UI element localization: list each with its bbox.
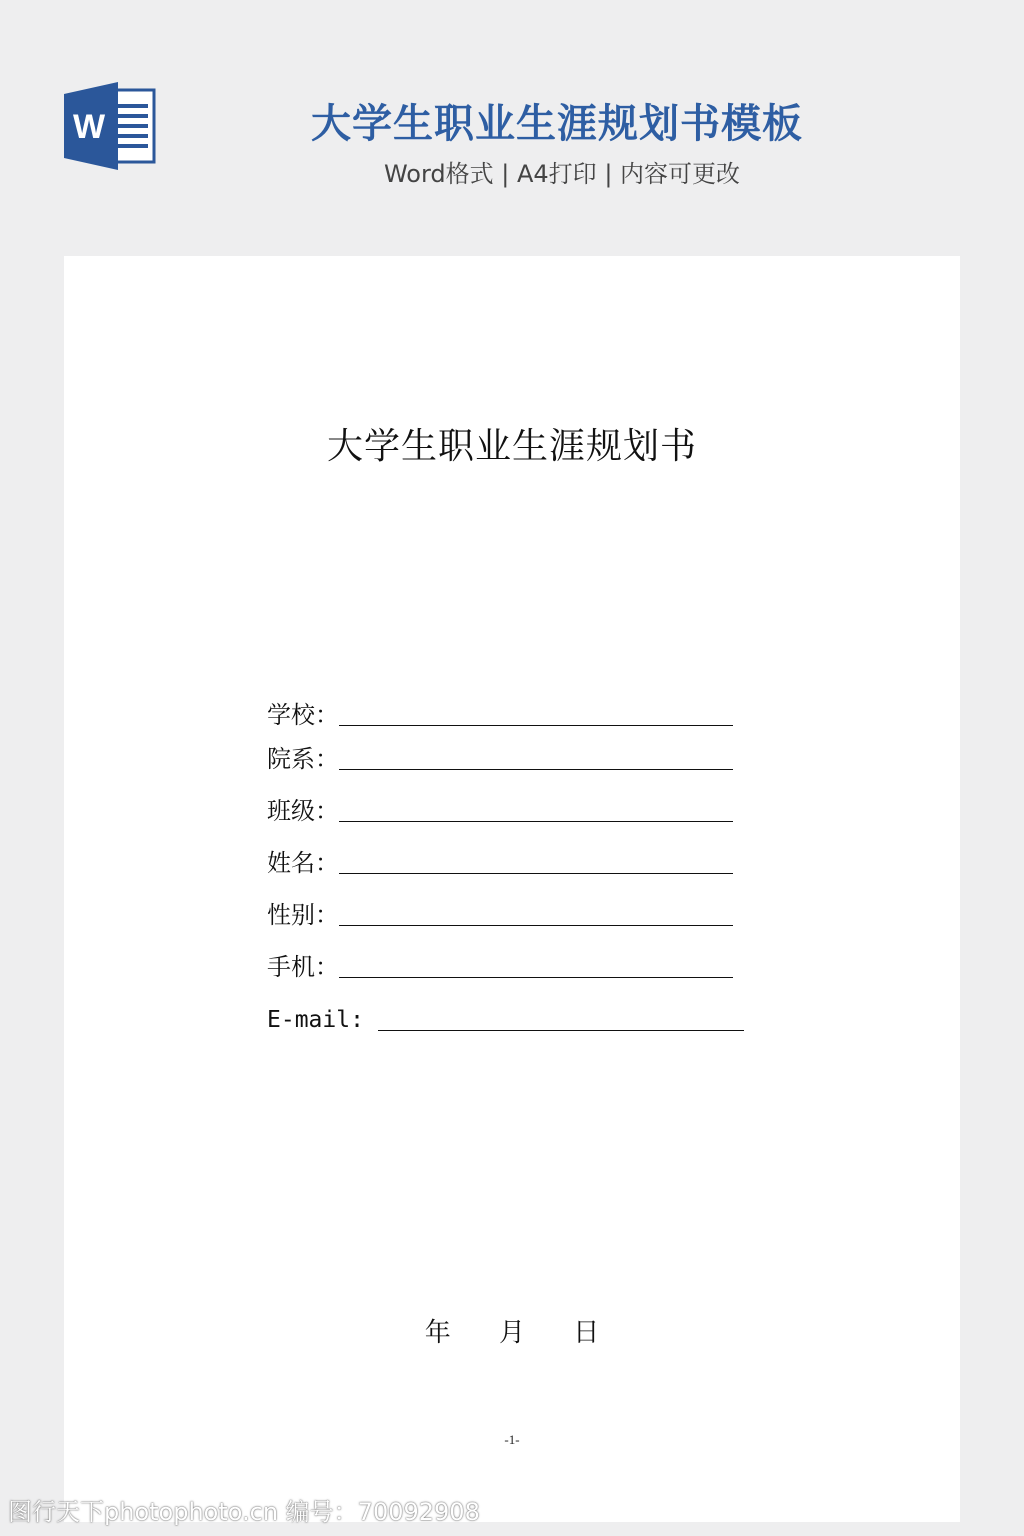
field-line-email[interactable] bbox=[378, 1030, 744, 1031]
banner-subtitle: Word格式 | A4打印 | 内容可更改 bbox=[383, 160, 741, 188]
date-year: 年 bbox=[424, 1318, 451, 1348]
field-label-gender: 性别： bbox=[267, 901, 339, 929]
watermark: 图行天下photophoto.cn 编号：70092908 bbox=[8, 1498, 480, 1526]
field-label-school: 学校： bbox=[267, 701, 339, 729]
field-email[interactable] bbox=[267, 1001, 744, 1035]
date-day: 日 bbox=[573, 1318, 600, 1348]
word-icon-letter: W bbox=[72, 108, 106, 146]
date-month: 月 bbox=[498, 1318, 525, 1348]
field-label-phone: 手机： bbox=[267, 953, 339, 981]
field-line-school[interactable] bbox=[339, 725, 733, 726]
field-label-email: E-mail: bbox=[267, 1007, 378, 1033]
field-phone[interactable] bbox=[267, 948, 733, 982]
field-label-department: 院系： bbox=[267, 745, 339, 773]
field-gender[interactable] bbox=[267, 896, 733, 930]
document-page bbox=[64, 256, 960, 1522]
page-number: -1- bbox=[504, 1432, 520, 1447]
field-line-gender[interactable] bbox=[339, 925, 733, 926]
field-class[interactable] bbox=[267, 792, 733, 826]
banner-title: 大学生职业生涯规划书模板 bbox=[311, 101, 803, 147]
field-label-name: 姓名： bbox=[267, 849, 339, 877]
document-title: 大学生职业生涯规划书 bbox=[326, 426, 697, 467]
field-label-class: 班级： bbox=[267, 797, 339, 825]
field-department[interactable] bbox=[267, 740, 733, 774]
field-line-department[interactable] bbox=[339, 769, 733, 770]
field-name[interactable] bbox=[267, 844, 733, 878]
field-line-class[interactable] bbox=[339, 821, 733, 822]
field-line-phone[interactable] bbox=[339, 977, 733, 978]
date-line bbox=[64, 1312, 960, 1349]
field-line-name[interactable] bbox=[339, 873, 733, 874]
field-school[interactable] bbox=[267, 696, 733, 730]
